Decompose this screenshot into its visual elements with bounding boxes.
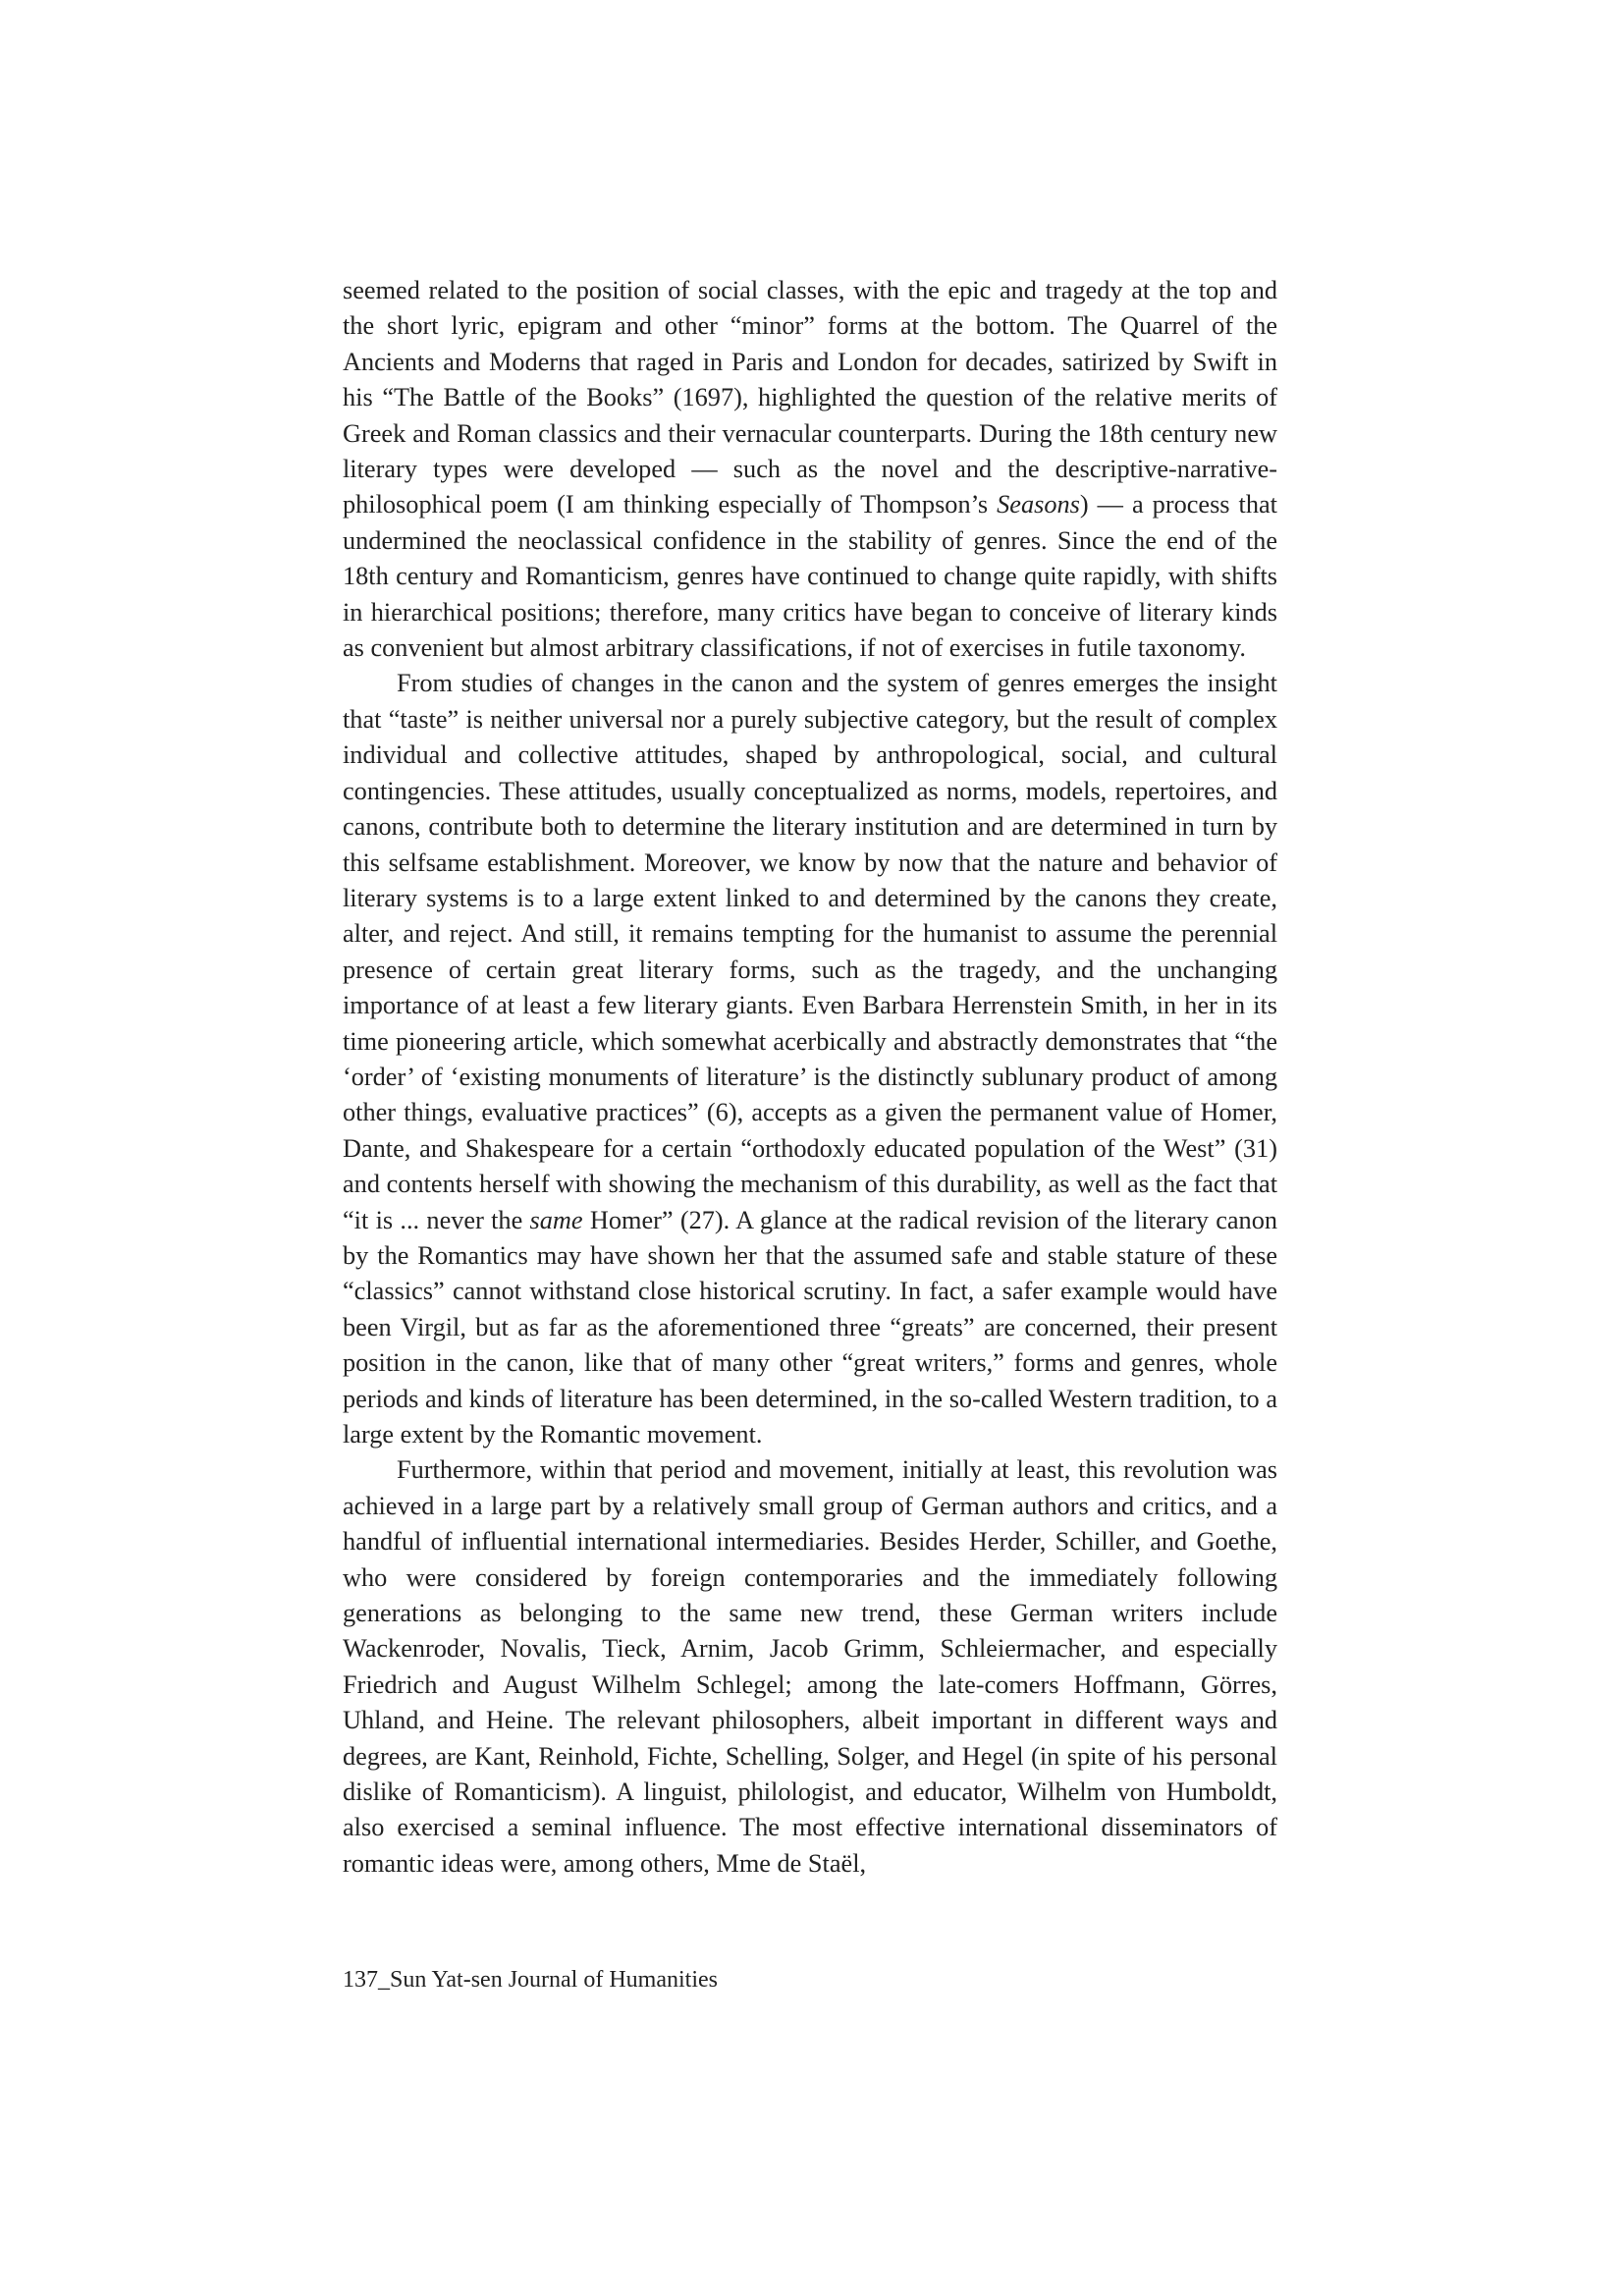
paragraph-3 [343,1452,1277,1882]
body-text [343,273,1277,1882]
text-run: Homer” (27). A glance at the radical revision of the literary canon by the Romantics may have shown her that the assumed safe and stable stature of these “classics” cannot withstand close historical scrutiny. In fact, a safer example would have been Virgil, but as far as the aforementioned three “greats” are concerned, their present position in the canon, like that of many other “great writers,” forms and genres, whole periods and kinds of literature has been determined, in the so-called Western tradition, to a large extent by the Romantic movement. [343,1205,1277,1449]
text-run: ) — a process that undermined the neoclassical confidence in the stability of genres. Since the end of the 18th century and Romanticism, genres have continued to change quite rapidly, with shifts in hierarchical positions; therefore, many critics have began to conceive of literary kinds as convenient but almost arbitrary classifications, if not of exercises in futile taxonomy. [343,490,1277,663]
paragraph-1 [343,273,1277,666]
text-run: From studies of changes in the canon and the system of genres emerges the insight that “taste” is neither universal nor a purely subjective category, but the result of complex individual and collective attitudes, shaped by anthropological, social, and cultural contingencies. These attitudes, usually conceptualized as norms, models, repertoires, and canons, contribute both to determine the literary institution and are determined in turn by this selfsame establishment. Moreover, we know by now that the nature and behavior of literary systems is to a large extent linked to and determined by the canons they create, alter, and reject. And still, it remains tempting for the humanist to assume the perennial presence of certain great literary forms, such as the tragedy, and the unchanging importance of at least a few literary giants. Even Barbara Herrenstein Smith, in her in its time pioneering article, which somewhat acerbically and abstractly demonstrates that “the ‘order’ of ‘existing monuments of literature’ is the distinctly sublunary product of among other things, evaluative practices” (6), accepts as a given the permanent value of Homer, Dante, and Shakespeare for a certain “orthodoxly educated population of the West” (31) and contents herself with showing the mechanism of this durability, as well as the fact that “it is ... never the [343,669,1277,1234]
paragraph-2 [343,666,1277,1452]
emphasis-italic: same [529,1205,583,1234]
text-run: seemed related to the position of social classes, with the epic and tragedy at the top and the short lyric, epigram and other “minor” forms at the bottom. The Quarrel of the Ancients and Moderns that raged in Paris and London for decades, satirized by Swift in his “The Battle of the Books” (1697), highlighted the question of the relative merits of Greek and Roman classics and their vernacular counterparts. During the 18th century new literary types were developed — such as the novel and the descriptive-narrative-philosophical poem (I am thinking especially of Thompson’s [343,276,1277,519]
book-title-italic: Seasons [997,490,1080,519]
page-footer: 137_Sun Yat-sen Journal of Humanities [343,1967,718,1993]
text-run: Furthermore, within that period and movement, initially at least, this revolution was achieved in a large part by a relatively small group of German authors and critics, and a handful of influential international intermediaries. Besides Herder, Schiller, and Goethe, who were considered by foreign contemporaries and the immediately following generations as belonging to the same new trend, these German writers include Wackenroder, Novalis, Tieck, Arnim, Jacob Grimm, Schleiermacher, and especially Friedrich and August Wilhelm Schlegel; among the late-comers Hoffmann, Görres, Uhland, and Heine. The relevant philosophers, albeit important in different ways and degrees, are Kant, Reinhold, Fichte, Schelling, Solger, and Hegel (in spite of his personal dislike of Romanticism). A linguist, philologist, and educator, Wilhelm von Humboldt, also exercised a seminal influence. The most effective international disseminators of romantic ideas were, among others, Mme de Staël, [343,1455,1277,1878]
